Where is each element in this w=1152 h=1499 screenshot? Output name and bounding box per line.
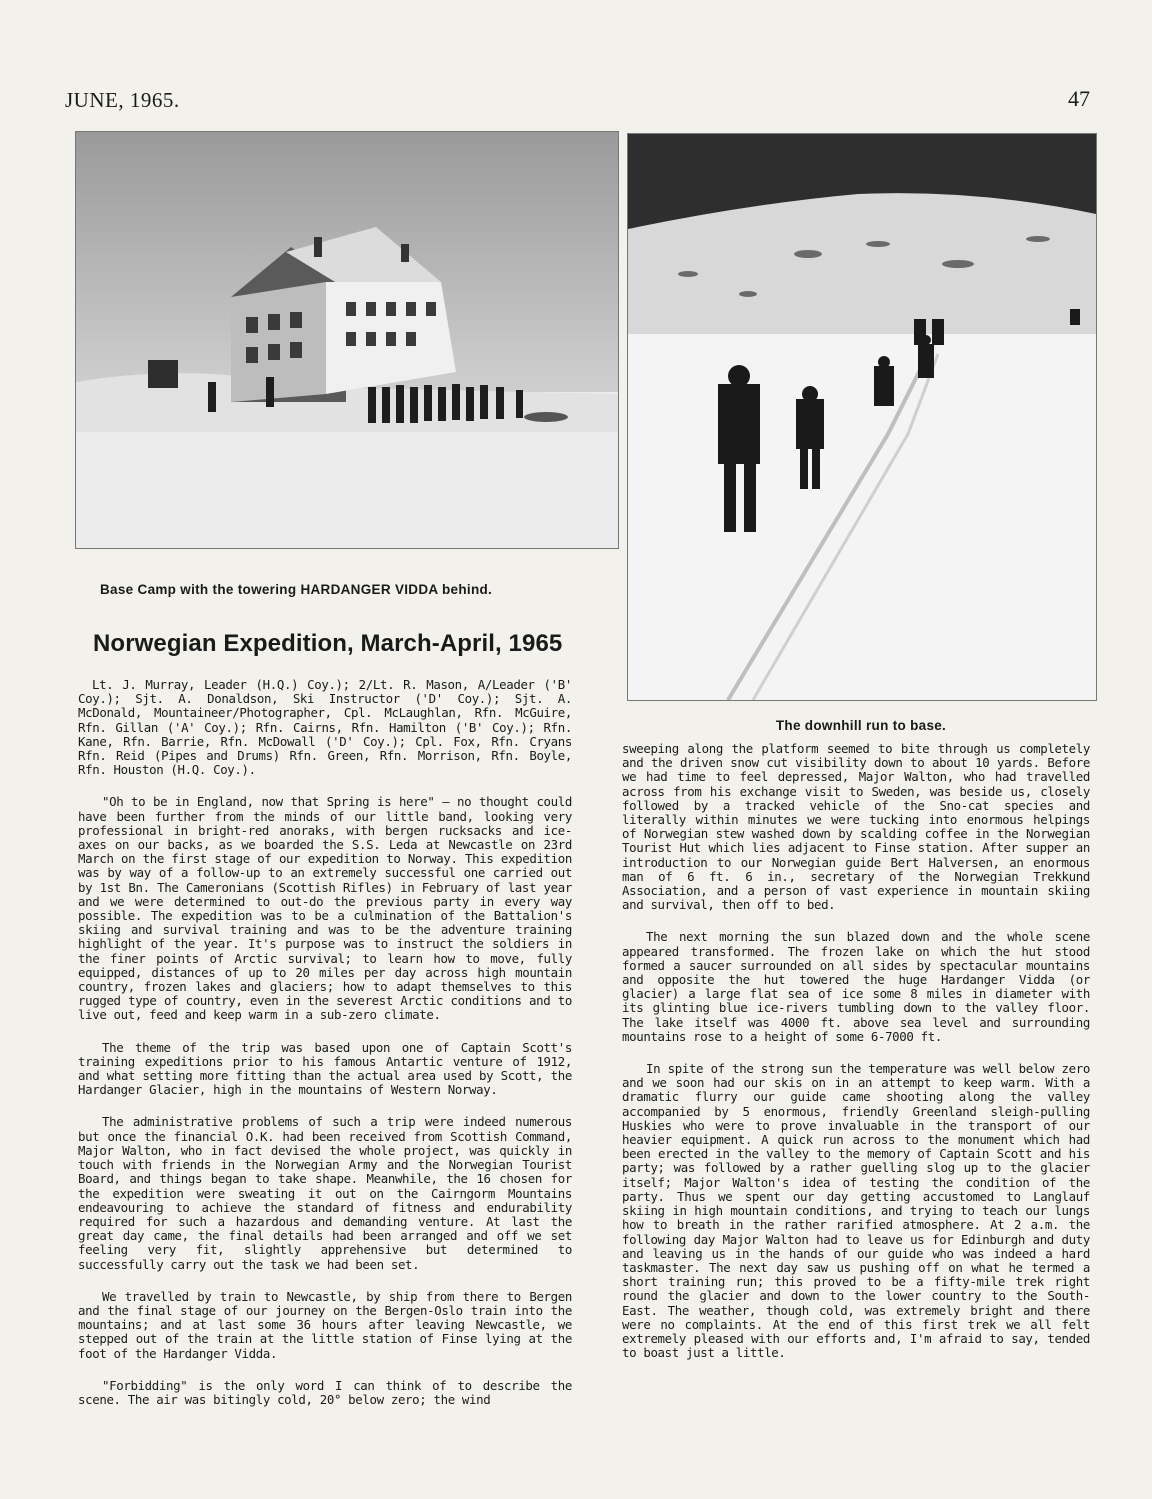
base-camp-caption: Base Camp with the towering HARDANGER VIDDA behind. [100, 582, 493, 597]
article-paragraph: The administrative problems of such a trip were indeed numerous but once the financial O.K. had been received from Scottish Command, Major Walton, who in fact devised the whole project, was quickly in touch with friends in the Norwegian Army and the Norwegian Tourist Board, and things began to take shape. Meanwhile, the 16 chosen for the expedition were sweating it out on the Cairngorm Mountains endeavouring to achieve the standard of fitness and endurability required for such a hazardous and demanding venture. At last the great day came, the final details had been arranged and off we set feeling very fit, slightly apprehensive but determined to successfully carry out the task we had been set. [78, 1114, 572, 1272]
article-left-column [78, 678, 572, 1425]
article-paragraph: In spite of the strong sun the temperature was well below zero and we soon had our skis on in an attempt to keep warm. With a dramatic flurry our guide came shooting along the valley accompanied by 5 enormous, friendly Greenland sleigh-pulling Huskies who were to prove invaluable in the transport of our heavier equipment. A quick run across to the monument which had been erected in the valley to the memory of Captain Scott and his party; was followed by a rather guelling slog up to the glacier itself; Major Walton's idea of testing the condition of the party. Thus we spent our day getting accustomed to Langlauf skiing in high mountain conditions, and trying to teach our lungs how to breath in the rather rarified atmosphere. At 2 a.m. the following day Major Walton had to leave us for Edinburgh and duty and leaving us in the hands of our guide who was indeed a hard taskmaster. The next day saw us pushing off on what he termed a short training run; this proved to be a fifty-mile trek right round the glacier and down to the lower country to the South-East. The weather, though cold, was extremely bright and there were no complaints. At the end of this first trek we all felt extremely pleased with our efforts and, I'm afraid to say, tended to boast just a little. [622, 1061, 1090, 1361]
article-paragraph: We travelled by train to Newcastle, by ship from there to Bergen and the final stage of our journey on the Bergen-Oslo train into the mountains; and at last some 36 hours after leaving Newcastle, we stepped out of the train at the little station of Finse lying at the foot of the Hardanger Vidda. [78, 1288, 572, 1361]
page-number: 47 [1068, 86, 1090, 111]
base-camp-photo [75, 131, 619, 549]
article-right-column [622, 742, 1090, 1378]
article-paragraph: sweeping along the platform seemed to bite through us completely and the driven snow cut visibility down to about 10 yards. Before we had time to feel depressed, Major Walton, who had travelled across from his exchange visit to Sweden, was beside us, closely followed by a tracked vehicle of the Sno-cat species and literally within minutes we were tucking into enormous helpings of Norwegian stew washed down by scalding coffee in the Norwegian Tourist Hut which lies adjacent to Finse station. After supper an introduction to our Norwegian guide Bert Halversen, an enormous man of 6 ft. 6 in., secretary of the Norwegian Trekkund Association, and a person of vast experience in mountain skiing and survival, then off to bed. [622, 741, 1090, 913]
downhill-run-caption: The downhill run to base. [775, 718, 947, 733]
article-paragraph: The next morning the sun blazed down and the whole scene appeared transformed. The frozen lake on which the hut stood formed a saucer surrounded on all sides by spectacular mountains and opposite the hut towered the huge Hardanger Vidda (or glacier) a large flat sea of ice some 8 miles in diameter with its glinting blue ice-rivers tumbling down to the valley floor. The lake itself was 4000 ft. above sea level and surrounding mountains rose to a height of some 6-7000 ft. [622, 929, 1090, 1044]
article-paragraph: The theme of the trip was based upon one of Captain Scott's training expeditions prior to his famous Antartic venture of 1912, and what setting more fitting than the actual area used by Scott, the Hardanger Glacier, high in the mountains of Western Norway. [78, 1039, 572, 1098]
downhill-run-photo [627, 133, 1097, 701]
article-paragraph: "Forbidding" is the only word I can think of to describe the scene. The air was bitingly cold, 20° below zero; the wind [78, 1377, 572, 1407]
issue-date: JUNE, 1965. [65, 88, 180, 112]
article-paragraph: Lt. J. Murray, Leader (H.Q.) Coy.); 2/Lt. R. Mason, A/Leader ('B' Coy.); Sjt. A. Donaldson, Ski Instructor ('D' Coy.); Sjt. A. McDonald, Mountaineer/Photographer, Cpl. McLaughlan, Rfn. McGuire, Rfn. Gillan ('A' Coy.); Rfn. Cairns, Rfn. Hamilton ('B' Coy.); Rfn. Kane, Rfn. Barrie, Rfn. McDowall ('D' Coy.); Cpl. Fox, Rfn. Cryans Rfn. Reid (Pipes and Drums) Rfn. Green, Rfn. Morrison, Rfn. Boyle, Rfn. Houston (H.Q. Coy.). [78, 677, 572, 778]
article-title: Norwegian Expedition, March-April, 1965 [93, 630, 563, 657]
article-paragraph: "Oh to be in England, now that Spring is here" — no thought could have been further from the minds of our little band, looking very professional in bright-red anoraks, with bergen rucksacks and ice-axes on our backs, as we boarded the S.S. Leda at Newcastle on 23rd March on the first stage of our expedition to Norway. This expedition was by way of a follow-up to an extremely successful one carried out by 1st Bn. The Cameronians (Scottish Rifles) in February of last year and we were determined to out-do the previous party in every way possible. The expedition was to be a culmination of the Battalion's skiing and survival training and was to be the adventure training highlight of the year. It's purpose was to instruct the soldiers in the finer points of Arctic survival; to learn how to move, fully equipped, distances of up to 20 miles per day across high mountain country, frozen lakes and glaciers; how to adapt themselves to this rugged type of country, even in the severest Arctic conditions and to live out, feed and keep warm in a sub-zero climate. [78, 794, 572, 1023]
